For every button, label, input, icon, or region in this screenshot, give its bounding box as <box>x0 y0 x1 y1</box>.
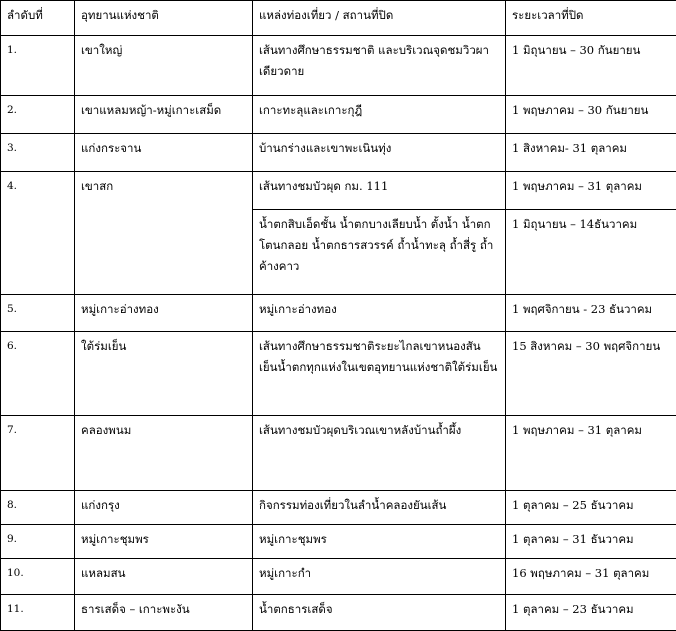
row-period: 1 ตุลาคม – 31 ธันวาคม <box>506 525 676 559</box>
row-period: 15 สิงหาคม – 30 พฤศจิกายน <box>506 332 676 416</box>
row-no: 6. <box>1 332 75 416</box>
table-row <box>1 416 676 491</box>
row-place: เส้นทางชมบัวผุด กม. 111 <box>253 172 506 210</box>
header-period: ระยะเวลาที่ปิด <box>506 1 676 36</box>
row-place: หมู่เกาะอ่างทอง <box>253 295 506 332</box>
row-period: 1 พฤศจิกายน - 23 ธันวาคม <box>506 295 676 332</box>
row-place: กิจกรรมท่องเที่ยวในลำน้ำคลองยันเส้น <box>253 491 506 525</box>
row-place: หมู่เกาะชุมพร <box>253 525 506 559</box>
header-no: ลำดับที่ <box>1 1 75 36</box>
row-period: 1 ตุลาคม – 23 ธันวาคม <box>506 595 676 631</box>
row-park: เขาสก <box>75 172 253 295</box>
table-row <box>1 595 676 631</box>
row-period: 1 ตุลาคม – 25 ธันวาคม <box>506 491 676 525</box>
row-place: เส้นทางศึกษาธรรมชาติระยะไกลเขาหนองสันเย็นน้ำตกทุกแห่งในเขตอุทยานแห่งชาติใต้ร่มเย็น <box>253 332 506 416</box>
table-row <box>1 491 676 525</box>
row-period: 1 พฤษภาคม – 31 ตุลาคม <box>506 172 676 210</box>
row-period: 1 มิถุนายน – 30 กันยายน <box>506 36 676 96</box>
row-place-secondary: น้ำตกสิบเอ็ดชั้น น้ำตกบางเลียบน้ำ ตั้งน้ำ น้ำตกโตนกลอย น้ำตกธารสวรรค์ ถ้ำน้ำทะลุ ถ้ำสี่รู ถ้ำค้างคาว <box>253 210 506 295</box>
row-park: แก่งกระจาน <box>75 134 253 172</box>
row-park: เขาใหญ่ <box>75 36 253 96</box>
row-park: ธารเสด็จ – เกาะพะงัน <box>75 595 253 631</box>
row-no: 7. <box>1 416 75 491</box>
table-row <box>1 96 676 134</box>
row-no: 4. <box>1 172 75 295</box>
table-row <box>1 172 676 210</box>
row-park: คลองพนม <box>75 416 253 491</box>
row-period-secondary: 1 มิถุนายน – 14ธันวาคม <box>506 210 676 295</box>
row-no: 8. <box>1 491 75 525</box>
row-no: 11. <box>1 595 75 631</box>
row-period: 1 สิงหาคม- 31 ตุลาคม <box>506 134 676 172</box>
row-period: 1 พฤษภาคม – 31 ตุลาคม <box>506 416 676 491</box>
table-row <box>1 559 676 595</box>
row-park: แก่งกรุง <box>75 491 253 525</box>
table-row <box>1 295 676 332</box>
row-place: บ้านกร่างและเขาพะเนินทุ่ง <box>253 134 506 172</box>
table-row <box>1 332 676 416</box>
row-place: เกาะทะลุและเกาะกุฎี <box>253 96 506 134</box>
row-park: ใต้ร่มเย็น <box>75 332 253 416</box>
header-park: อุทยานแห่งชาติ <box>75 1 253 36</box>
row-no: 5. <box>1 295 75 332</box>
row-period: 1 พฤษภาคม – 30 กันยายน <box>506 96 676 134</box>
row-park: แหลมสน <box>75 559 253 595</box>
header-place: แหล่งท่องเที่ยว / สถานที่ปิด <box>253 1 506 36</box>
row-park: เขาแหลมหญ้า-หมู่เกาะเสม็ด <box>75 96 253 134</box>
row-park: หมู่เกาะอ่างทอง <box>75 295 253 332</box>
row-park: หมู่เกาะชุมพร <box>75 525 253 559</box>
table-header-row <box>1 1 676 36</box>
row-no: 3. <box>1 134 75 172</box>
row-no: 10. <box>1 559 75 595</box>
row-no: 1. <box>1 36 75 96</box>
table-row <box>1 134 676 172</box>
table-row <box>1 525 676 559</box>
row-no: 2. <box>1 96 75 134</box>
row-place: เส้นทางศึกษาธรรมชาติ และบริเวณจุดชมวิวผาเดียวดาย <box>253 36 506 96</box>
row-place: หมู่เกาะกำ <box>253 559 506 595</box>
row-period: 16 พฤษภาคม – 31 ตุลาคม <box>506 559 676 595</box>
row-no: 9. <box>1 525 75 559</box>
row-place: น้ำตกธารเสด็จ <box>253 595 506 631</box>
row-place: เส้นทางชมบัวผุดบริเวณเขาหลังบ้านถ้ำผึ้ง <box>253 416 506 491</box>
table-row <box>1 36 676 96</box>
